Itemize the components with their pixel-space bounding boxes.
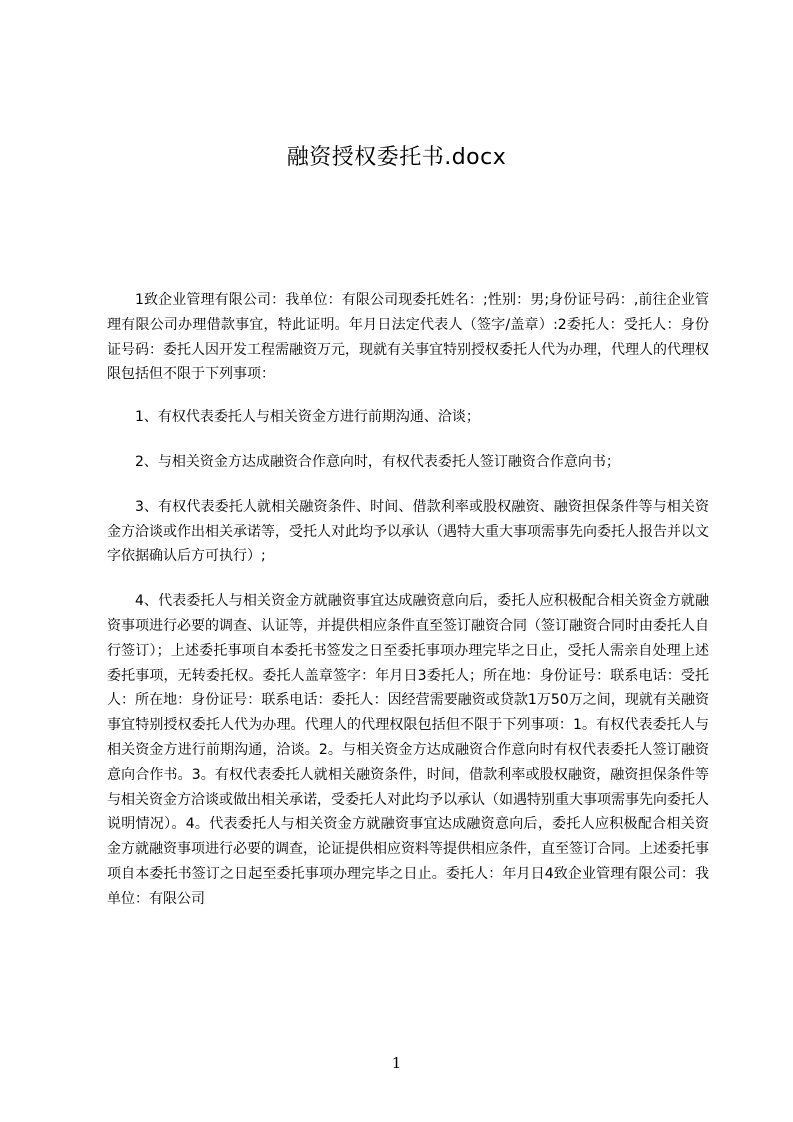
page-number: 1: [391, 1054, 402, 1072]
paragraph-item-3: 3、有权代表委托人就相关融资条件、时间、借款利率或股权融资、融资担保条件等与相关资金方洽谈或作出相关承诺等，受托人对此均予以承认（遇特大重大事项需事先向委托人报告并以文字依据确认后方可执行）;: [107, 498, 709, 565]
paragraph-item-2: 2、与相关资金方达成融资合作意向时，有权代表委托人签订融资合作意向书；: [135, 453, 620, 470]
paragraph-intro: 1致企业管理有限公司：我单位：有限公司现委托姓名：;性别：男;身份证号码：,前往企业管理有限公司办理借款事宜，特此证明。年月日法定代表人（签字/盖章）:2委托人：受托人：身份证号码：委托人因开发工程需融资万元，现就有关事宜特别授权委托人代为办理，代理人的代理权限包括但不限于下列事项：: [107, 292, 709, 383]
document-title: 融资授权委托书.docx: [286, 145, 507, 170]
paragraph-item-4: 4、代表委托人与相关资金方就融资事宜达成融资意向后，委托人应积极配合相关资金方就融资事项进行必要的调查、认证等，并提供相应条件直至签订融资合同（签订融资合同时由委托人自行签订）；上述委托事项自本委托书签发之日至委托事项办理完毕之日止，受托人需亲自处理上述委托事项，无转委托权。委托人盖章签字：年月日3委托人；所在地：身份证号：联系电话：受托人：所在地：身份证号：联系电话：委托人：因经营需要融资或贷款1万50万之间，现就有关融资事宜特别授权委托人代为办理。代理人的代理权限包括但不限于下列事项：1。有权代表委托人与相关资金方进行前期沟通，洽谈。2。与相关资金方达成融资合作意向时有权代表委托人签订融资意向合作书。3。有权代表委托人就相关融资条件，时间，借款利率或股权融资，融资担保条件等与相关资金方洽谈或做出相关承诺，受委托人对此均予以承认（如遇特别重大事项需事先向委托人说明情况）。4。代表委托人与相关资金方就融资事宜达成融资意向后，委托人应积极配合相关资金方就融资事项进行必要的调查，论证提供相应资料等提供相应条件，直至签订合同。上述委托事项自本委托书签订之日起至委托事项办理完毕之日止。委托人：年月日4致企业管理有限公司：我单位：有限公司: [107, 593, 709, 907]
document-body: [107, 288, 709, 912]
paragraph-item-1: 1、有权代表委托人与相关资金方进行前期沟通、洽谈；: [135, 409, 480, 426]
